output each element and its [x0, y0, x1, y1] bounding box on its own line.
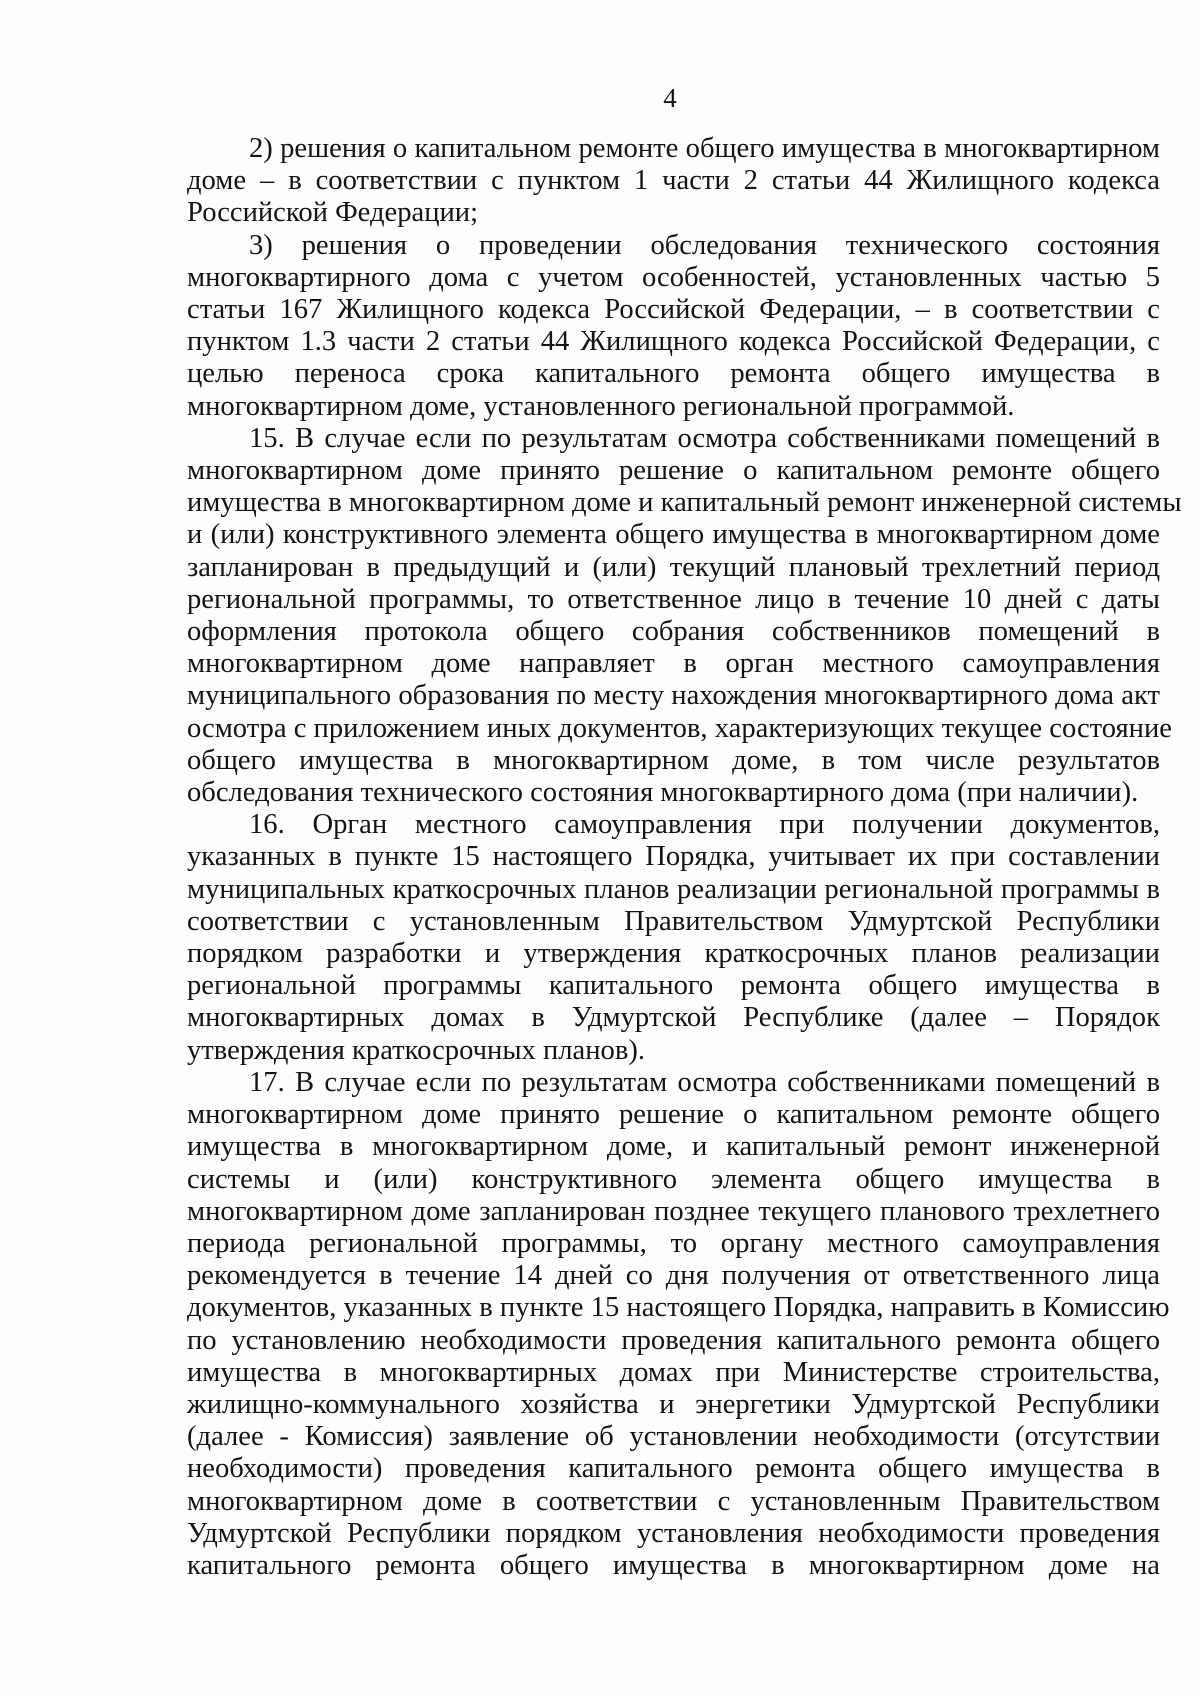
text-line: по установлению необходимости проведения капитального ремонта общего [187, 1324, 1160, 1356]
text-line: статьи 167 Жилищного кодекса Российской Федерации, – в соответствии с [187, 294, 1160, 326]
text-line: многоквартирном доме, установленного региональной программой. [187, 390, 1015, 422]
text-line: оформления протокола общего собрания собственников помещений в [187, 616, 1160, 648]
text-line: 16. Орган местного самоуправления при получении документов, [249, 809, 1160, 841]
text-line: региональной программы, то ответственное лицо в течение 10 дней с даты [187, 583, 1160, 615]
paragraph-17 [187, 1066, 1170, 1582]
paragraph-15 [187, 422, 1182, 809]
text-line: 15. В случае если по результатам осмотра собственниками помещений в [249, 422, 1160, 454]
text-line: многоквартирном доме принято решение о капитальном ремонте общего [187, 1099, 1160, 1131]
text-line: целью переноса срока капитального ремонта общего имущества в [187, 358, 1160, 390]
document-body [187, 133, 1182, 1582]
text-line: периода региональной программы, то органу местного самоуправления [187, 1227, 1160, 1259]
text-line: 2) решения о капитальном ремонте общего имущества в многоквартирном [249, 133, 1160, 164]
text-line: (далее - Комиссия) заявление об установлении необходимости (отсутствии [187, 1421, 1160, 1453]
text-line: соответствии с установленным Правительством Удмуртской Республики [187, 905, 1160, 937]
text-line: указанных в пункте 15 настоящего Порядка, учитывает их при составлении [187, 841, 1160, 873]
text-line: рекомендуется в течение 14 дней со дня получения от ответственного лица [187, 1260, 1160, 1292]
text-line: 3) решения о проведении обследования технического состояния [249, 229, 1160, 261]
text-line: документов, указанных в пункте 15 настоящего Порядка, направить в Комиссию [187, 1292, 1170, 1324]
paragraph-16 [187, 809, 1160, 1067]
text-line: системы и (или) конструктивного элемента общего имущества в [187, 1163, 1160, 1195]
text-line: муниципальных краткосрочных планов реализации региональной программы в [187, 873, 1160, 905]
text-line: жилищно-коммунального хозяйства и энергетики Удмуртской Республики [187, 1388, 1160, 1420]
text-line: многоквартирном доме принято решение о капитальном ремонте общего [187, 455, 1160, 487]
text-line: осмотра с приложением иных документов, характеризующих текущее состояние [187, 712, 1172, 744]
text-line: региональной программы капитального ремонта общего имущества в [187, 970, 1160, 1002]
text-line: 17. В случае если по результатам осмотра собственниками помещений в [249, 1066, 1160, 1098]
text-line: обследования технического состояния многоквартирного дома (при наличии). [187, 777, 1139, 809]
text-line: капитального ремонта общего имущества в многоквартирном доме на [187, 1549, 1160, 1581]
text-line: имущества в многоквартирных домах при Министерстве строительства, [187, 1356, 1160, 1388]
text-line: доме – в соответствии с пунктом 1 части 2 статьи 44 Жилищного кодекса [187, 165, 1160, 197]
text-line: многоквартирных домах в Удмуртской Республике (далее – Порядок [187, 1002, 1160, 1034]
text-line: имущества в многоквартирном доме, и капитальный ремонт инженерной [187, 1131, 1160, 1163]
text-line: многоквартирного дома с учетом особенностей, установленных частью 5 [187, 261, 1160, 293]
text-line: многоквартирном доме запланирован позднее текущего планового трехлетнего [187, 1195, 1160, 1227]
text-line: многоквартирном доме направляет в орган местного самоуправления [187, 648, 1160, 680]
text-line: порядком разработки и утверждения краткосрочных планов реализации [187, 938, 1160, 970]
paragraph-item-3 [187, 230, 1160, 423]
text-line: запланирован в предыдущий и (или) текущий плановый трехлетний период [187, 551, 1160, 583]
text-line: имущества в многоквартирном доме и капитальный ремонт инженерной системы [187, 487, 1182, 519]
page-number: 4 [663, 83, 677, 113]
text-line: пунктом 1.3 части 2 статьи 44 Жилищного кодекса Российской Федерации, с [187, 326, 1160, 358]
text-line: муниципального образования по месту нахождения многоквартирного дома акт [187, 680, 1160, 712]
text-line: необходимости) проведения капитального ремонта общего имущества в [187, 1453, 1160, 1485]
text-line: многоквартирном доме в соответствии с установленным Правительством [187, 1485, 1160, 1517]
text-line: и (или) конструктивного элемента общего имущества в многоквартирном доме [187, 519, 1160, 551]
text-line: Удмуртской Республики порядком установления необходимости проведения [187, 1517, 1160, 1549]
text-line: общего имущества в многоквартирном доме, в том числе результатов [187, 744, 1160, 776]
paragraph-item-2 [187, 133, 1160, 230]
text-line: утверждения краткосрочных планов). [187, 1034, 646, 1066]
text-line: Российской Федерации; [187, 197, 479, 229]
